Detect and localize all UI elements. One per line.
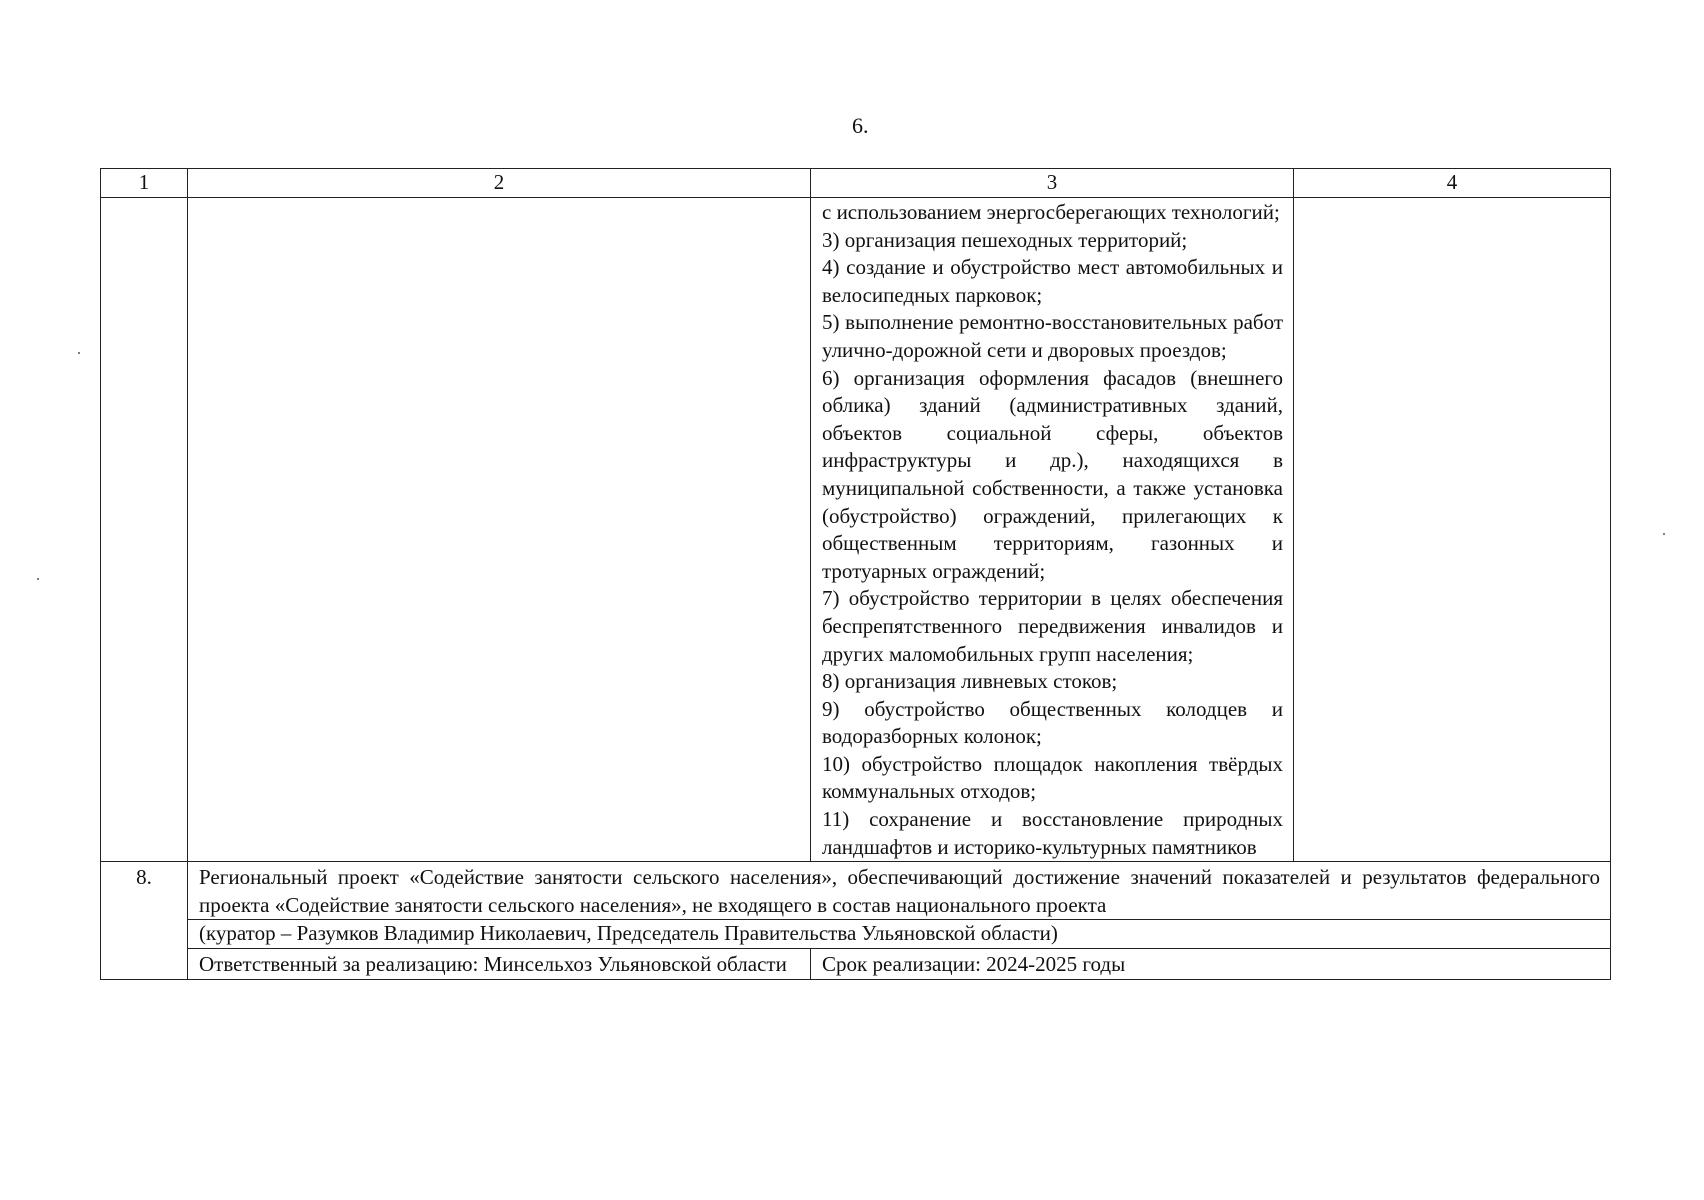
responsible-cell [188, 949, 811, 980]
scan-speck [78, 352, 80, 354]
column-header-2: 2 [188, 169, 811, 198]
cell-number-empty [101, 198, 188, 862]
curator-cell [188, 920, 1611, 949]
responsible-text: Ответственный за реализацию: Минсельхоз Ульяновской области [199, 952, 787, 977]
row-number: 8. [101, 862, 188, 979]
list-item: 8) организация ливневых стоков; [822, 669, 1118, 694]
table-row-continuation [101, 198, 1611, 862]
project-title-cell [188, 862, 1611, 920]
scan-speck [37, 578, 39, 580]
project-title: Региональный проект «Содействие занятости сельского населения», обеспечивающий достижение значений показателей и результатов федерального проекта «Содействие занятости сельского населения», не входящего в состав национального проекта [199, 865, 1600, 917]
term-cell [811, 949, 1611, 980]
list-item: 11) сохранение и восстановление природных ландшафтов и историко-культурных памятников [822, 807, 1283, 859]
list-item: 10) обустройство площадок накопления твёрдых коммунальных отходов; [822, 751, 1283, 804]
list-item: 9) обустройство общественных колодцев и водоразборных колонок; [822, 696, 1283, 749]
page-number: 6. [852, 113, 869, 138]
cell-col4-empty [1294, 198, 1611, 862]
list-item: 3) организация пешеходных территорий; [822, 227, 1188, 252]
document-table [100, 168, 1611, 980]
cell-name-empty [188, 198, 811, 862]
term-text: Срок реализации: 2024-2025 годы [822, 952, 1126, 977]
activities-list [811, 198, 1293, 861]
list-item: с использованием энергосберегающих технологий; [822, 200, 1280, 224]
scan-speck [1663, 533, 1665, 535]
column-header-3: 3 [811, 169, 1294, 198]
list-item: 6) организация оформления фасадов (внешнего облика) зданий (административных зданий, объектов социальной сферы, объектов инфраструктуры и др.), находящихся в муниципальной собственности, а также установка (обустройство) ограждений, прилегающих к общественным территориям, газонных и тротуарных ограждений; [822, 365, 1283, 583]
cell-activities [811, 198, 1294, 862]
table-row-8-curator [101, 920, 1611, 949]
list-item: 4) создание и обустройство мест автомобильных и велосипедных парковок; [822, 255, 1283, 307]
column-header-4: 4 [1294, 169, 1611, 198]
curator-text: (куратор – Разумков Владимир Николаевич, Председатель Правительства Ульяновской области) [199, 921, 1058, 946]
table-header-row [101, 169, 1611, 198]
list-item: 7) обустройство территории в целях обеспечения беспрепятственного передвижения инвалидов и других маломобильных групп населения; [822, 586, 1283, 666]
list-item: 5) выполнение ремонтно-восстановительных работ улично-дорожной сети и дворовых проездов; [822, 310, 1283, 362]
table-row-8-responsible [101, 949, 1611, 980]
table-row-8-title [101, 862, 1611, 920]
column-header-1: 1 [101, 169, 188, 198]
